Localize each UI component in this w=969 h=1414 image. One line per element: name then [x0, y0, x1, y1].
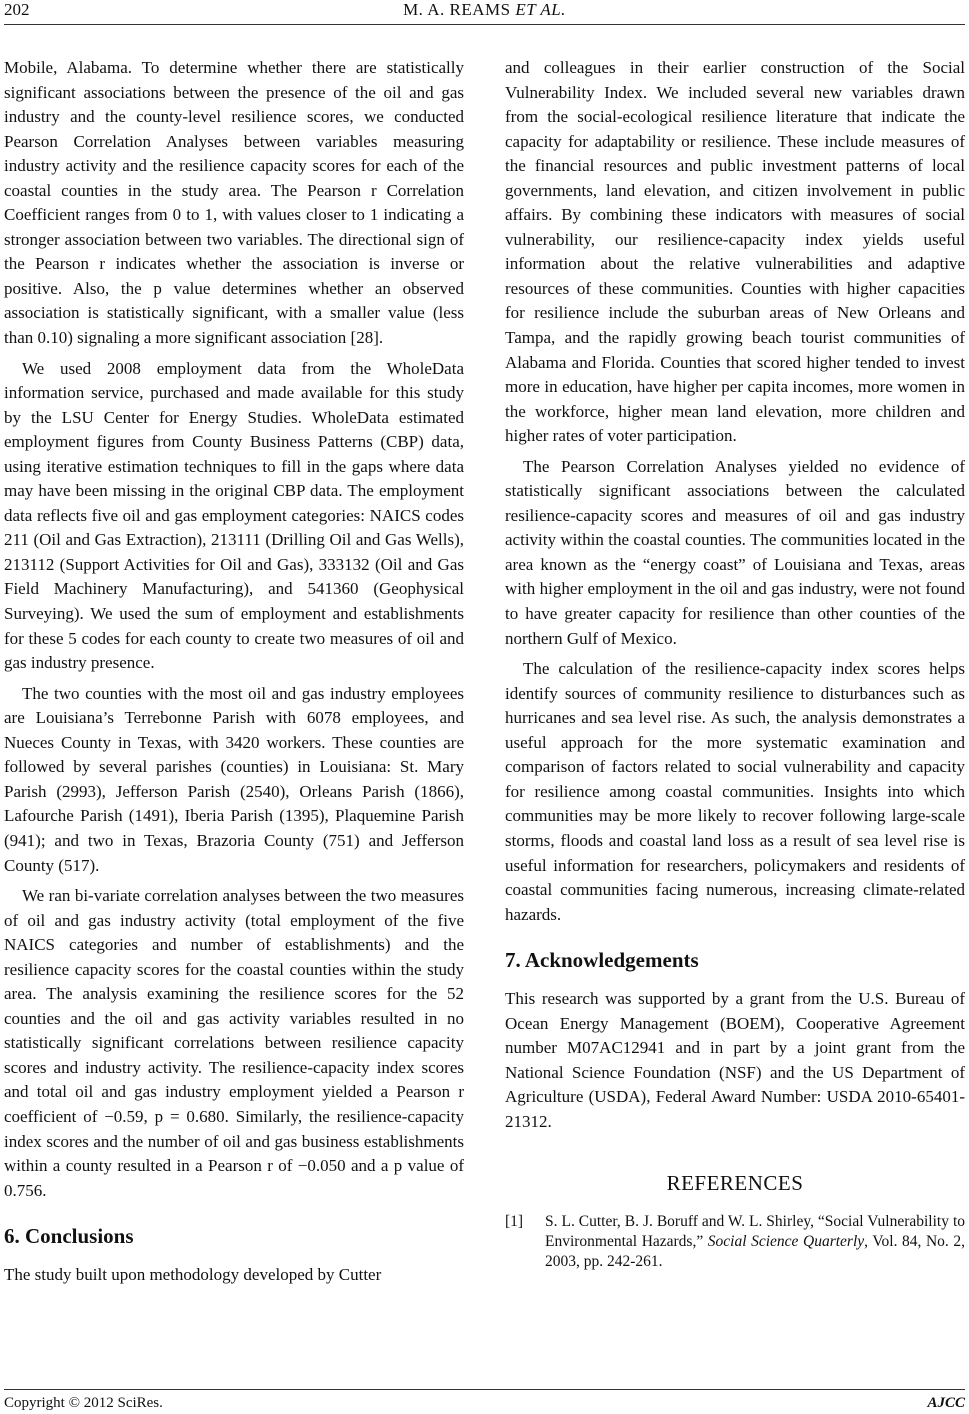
page-number: 202 — [4, 0, 30, 19]
section-heading-acknowledgements: 7. Acknowledgements — [505, 948, 699, 973]
reference-item — [505, 1212, 965, 1272]
reference-authors-title: S. L. Cutter, B. J. Boruff and W. L. Shirley, “Social Vulnerability to Environmental Hazards,” — [545, 1213, 965, 1251]
running-head — [0, 0, 969, 20]
references-heading: REFERENCES — [666, 1171, 804, 1196]
paragraph-index-calculation: The calculation of the resilience-capacity index scores helps identify sources of community resilience to disturbances such as hurricanes and sea level rise. As such, the analysis demonstrates a useful approach for the more systematic examination and comparison of factors related to social vulnerability and capacity for resilience among coastal communities. Insights into which communities may be more likely to recover following large-scale storms, floods and coastal land loss as a result of sea level rise is useful information for researchers, policymakers and residents of coastal communities facing numerous, increasing climate-related hazards. — [505, 659, 965, 924]
paragraph-conclusions-continued: and colleagues in their earlier construction of the Social Vulnerability Index. We included several new variables drawn from the social-ecological resilience literature that indicate the capacity for adaptability or resilience. These include measures of the financial resources and public investment patterns of local governments, land elevation, and citizen involvement in public affairs. By combining these indicators with measures of social vulnerability, our resilience-capacity index yields useful information about the relative vulnerabilities and adaptive resources of these communities. Counties with higher capacities for resilience include the suburban areas of New Orleans and Tampa, and the rapidly growing beach tourist communities of Alabama and Florida. Counties that scored higher tended to invest more in education, have higher per capita incomes, more women in the workforce, higher mean land elevation, more children and higher rates of voter participation. — [505, 58, 965, 446]
page-header — [0, 0, 969, 22]
paragraph-methods-pearson: Mobile, Alabama. To determine whether there are statistically significant associations between the presence of the oil and gas industry and the county-level resilience scores, we conducted Pearson Correlation Analyses between variables measuring industry activity and the resilience capacity scores for each of the coastal counties in the study area. The Pearson r Correlation Coefficient ranges from 0 to 1, with values closer to 1 indicating a stronger association between two variables. The directional sign of the Pearson r indicates whether the association is inverse or positive. Also, the p value determines whether an observed association is statistically significant, with a smaller value (less than 0.10) signaling a more significant association [28]. — [4, 58, 464, 348]
right-column — [505, 56, 965, 1272]
running-head-authors: M. A. REAMS — [403, 0, 511, 19]
footer-rule — [4, 1389, 965, 1390]
paragraph-employment-data: We used 2008 employment data from the WholeData information service, purchased and made available for this study by the LSU Center for Energy Studies. WholeData estimated employment figures from County Business Patterns (CBP) data, using iterative estimation techniques to fill in the gaps where data may have been missing in the original CBP data. The employment data reflects five oil and gas employment categories: NAICS codes 211 (Oil and Gas Extraction), 213111 (Drilling Oil and Gas Wells), 213112 (Support Activities for Oil and Gas), 333132 (Oil and Gas Field Machinery Manufacturing), and 541360 (Geophysical Surveying). We used the sum of employment and establishments for these 5 codes for each county to create two measures of oil and gas industry presence. — [4, 358, 464, 673]
paragraph-correlation-results: We ran bi-variate correlation analyses between the two measures of oil and gas industry activity (total employment of the five NAICS categories and number of establishments) and the resilience capacity scores for the coastal counties within the study area. The analysis examining the resilience scores for the 52 counties and the oil and gas activity variables resulted in no statistically significant correlations between resilience capacity scores and industry activity. The resilience-capacity index scores and total oil and gas industry employment yielded a Pearson r coefficient of −0.59, p = 0.680. Similarly, the resilience-capacity index scores and the number of oil and gas business establishments within a county resulted in a Pearson r of −0.050 and a p value of 0.756. — [4, 886, 464, 1200]
reference-journal: Social Science Quarterly — [707, 1233, 865, 1251]
page-footer — [0, 1395, 969, 1413]
reference-text — [545, 1212, 965, 1272]
reference-number: [1] — [505, 1213, 524, 1231]
paragraph-acknowledgements: This research was supported by a grant from the U.S. Bureau of Ocean Energy Management (BOEM), Cooperative Agreement number M07AC12941 and in part by a joint grant from the National Science Foundation (NSF) and the US Department of Agriculture (USDA), Federal Award Number: USDA 2010-65401-21312. — [505, 989, 965, 1131]
header-rule — [4, 24, 965, 25]
reference-volume-pages: , Vol. 84, No. 2, 2003, pp. 242-261. — [545, 1233, 965, 1271]
left-column — [4, 56, 464, 1288]
journal-abbreviation: AJCC — [927, 1395, 965, 1411]
running-head-etal: ET AL. — [515, 0, 566, 19]
section-heading-conclusions: 6. Conclusions — [4, 1224, 134, 1249]
paragraph-top-counties: The two counties with the most oil and gas industry employees are Louisiana’s Terrebonne Parish with 6078 employees, and Nueces County in Texas, with 3420 workers. These counties are followed by several parishes (counties) in Louisiana: St. Mary Parish (2993), Jefferson Parish (2540), Orleans Parish (1866), Lafourche Parish (1491), Iberia Parish (1395), Plaquemine Parish (941); and two in Texas, Brazoria County (751) and Jefferson County (517). — [4, 683, 464, 875]
copyright-notice: Copyright © 2012 SciRes. — [4, 1395, 163, 1411]
paragraph-no-evidence: The Pearson Correlation Analyses yielded no evidence of statistically significant associations between the calculated resilience-capacity scores and measures of oil and gas industry activity within the coastal counties. The communities located in the area known as the “energy coast” of Louisiana and Texas, areas with higher employment in the oil and gas industry, were not found to have greater capacity for resilience than other counties of the northern Gulf of Mexico. — [505, 456, 965, 648]
paragraph-conclusions-start: The study built upon methodology developed by Cutter — [4, 1265, 382, 1285]
